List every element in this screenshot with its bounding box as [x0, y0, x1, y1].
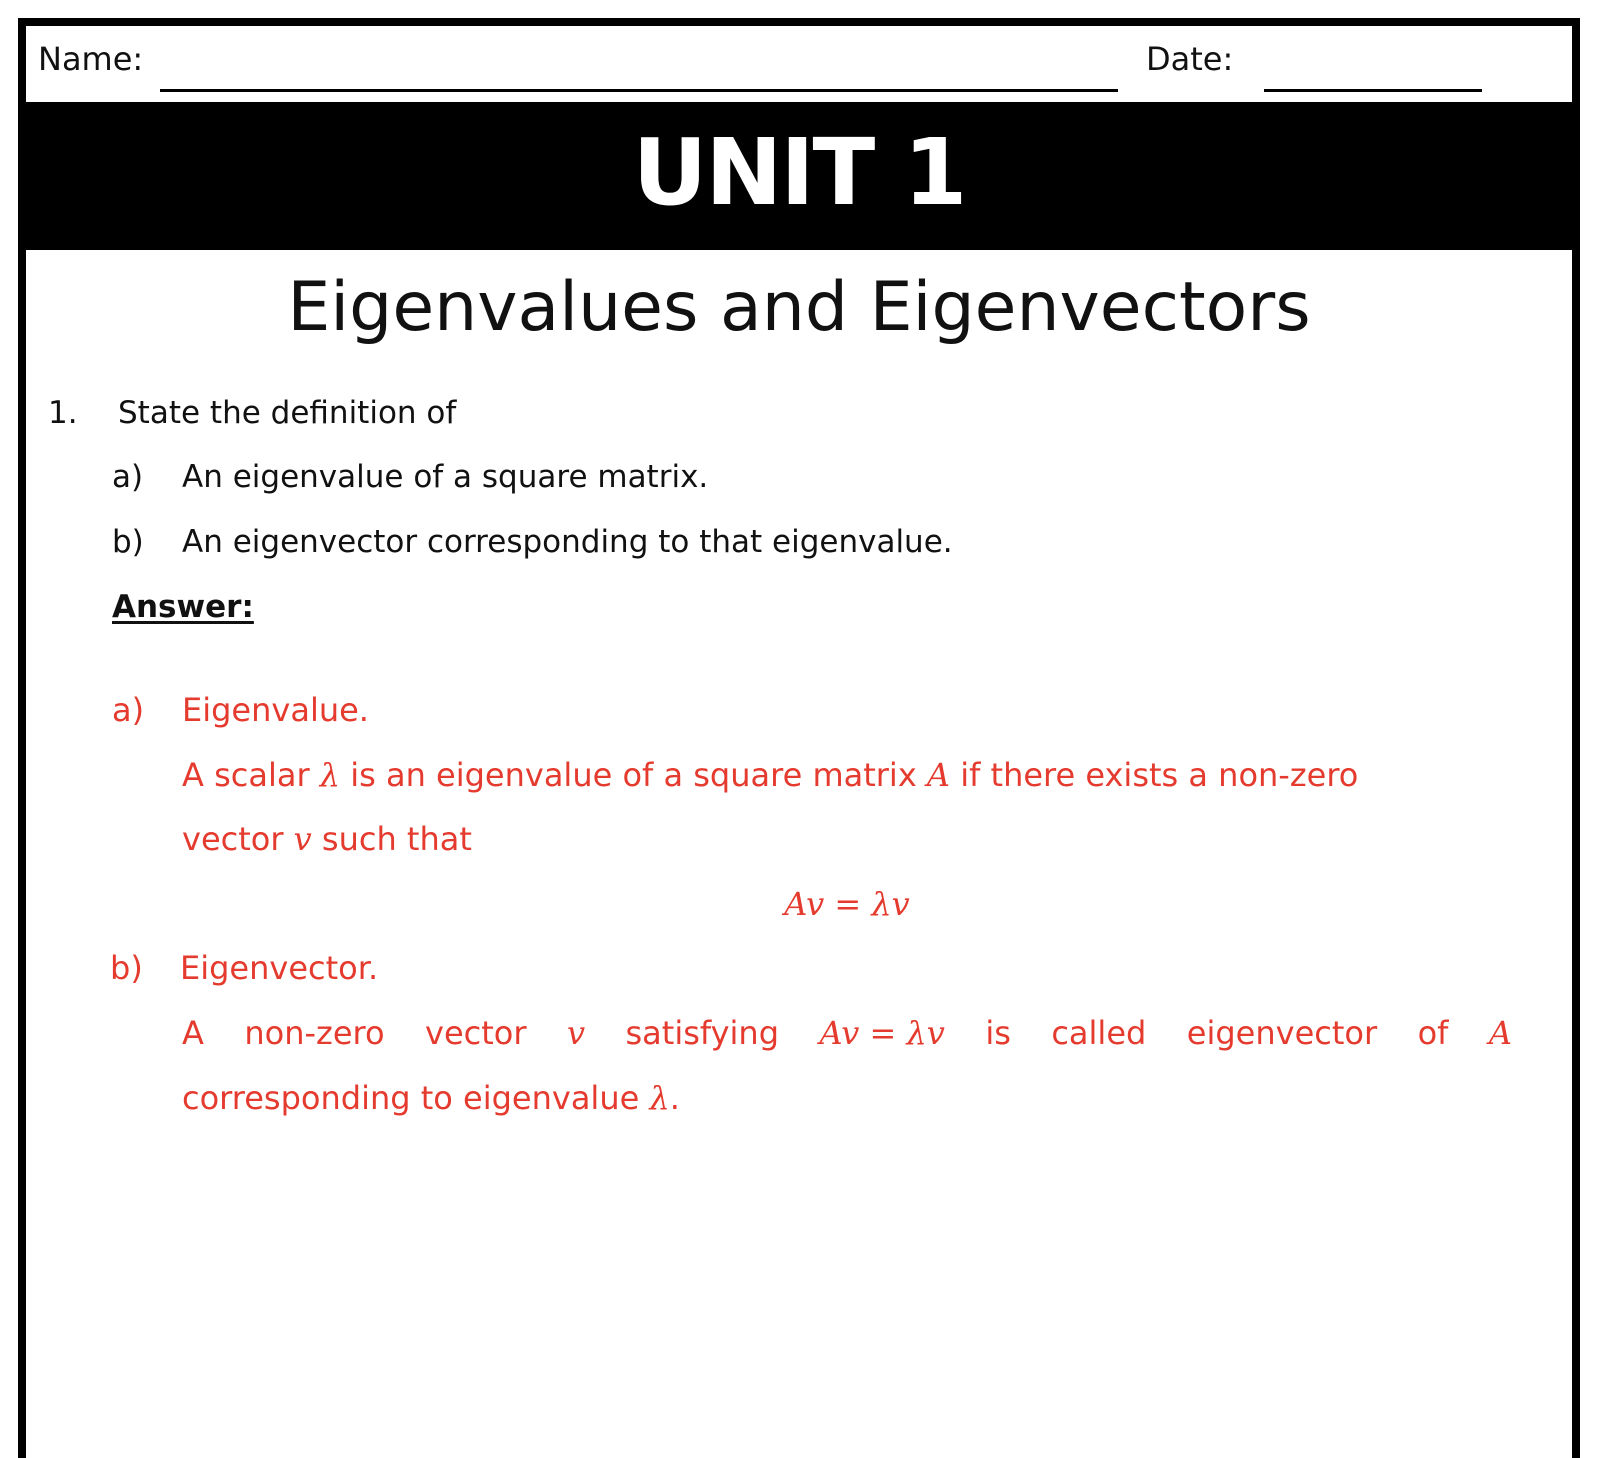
- answer-a-definition-line2: [182, 820, 472, 858]
- worksheet: [18, 18, 1580, 1458]
- answer-b-word: is: [985, 1014, 1011, 1052]
- question-text: State the definition of: [118, 395, 457, 431]
- answer-b-title: Eigenvector.: [180, 949, 379, 987]
- name-label: Name:: [38, 40, 144, 78]
- date-field-line[interactable]: [1264, 89, 1482, 92]
- answer-a-text-3: if there exists a non-zero: [950, 756, 1359, 794]
- question-part-a-label: a): [112, 459, 144, 495]
- question-number: 1.: [48, 395, 78, 431]
- question-part-a-text: An eigenvalue of a square matrix.: [182, 459, 709, 495]
- answer-heading: Answer:: [112, 589, 254, 625]
- unit-title: UNIT 1: [632, 119, 966, 226]
- question-part-b-label: b): [112, 524, 144, 560]
- matrix-a-symbol: A: [926, 756, 951, 794]
- answer-b-text: corresponding to eigenvalue: [182, 1079, 650, 1117]
- page-title: Eigenvalues and Eigenvectors: [287, 268, 1311, 347]
- eigen-equation: Av = λv: [784, 885, 910, 923]
- answer-a-text-2: is an eigenvalue of a square matrix: [340, 756, 927, 794]
- question-part-b-text: An eigenvector corresponding to that eigenvalue.: [182, 524, 953, 560]
- matrix-a-symbol: A: [1488, 1014, 1512, 1052]
- answer-b-word: eigenvector: [1186, 1014, 1378, 1052]
- answer-b-word: A: [182, 1014, 204, 1052]
- answer-a-title: Eigenvalue.: [182, 691, 369, 729]
- unit-banner: [26, 102, 1572, 250]
- date-label: Date:: [1146, 40, 1234, 78]
- answer-a-text-4: vector: [182, 820, 294, 858]
- lambda-symbol: λ: [319, 756, 341, 794]
- inline-eigen-equation: Av = λv: [819, 1014, 945, 1052]
- answer-b-label: b): [110, 949, 143, 987]
- answer-b-definition-line1: [182, 1014, 1512, 1052]
- name-date-row: [26, 26, 1572, 102]
- answer-b-word: vector: [425, 1014, 527, 1052]
- answer-b-period: .: [669, 1079, 680, 1117]
- answer-a-label: a): [112, 691, 145, 729]
- vector-v-symbol: v: [566, 1014, 586, 1052]
- lambda-symbol: λ: [649, 1079, 670, 1117]
- answer-b-word: of: [1417, 1014, 1449, 1052]
- answer-b-word: non-zero: [244, 1014, 385, 1052]
- answer-a-text-1: A scalar: [182, 756, 320, 794]
- answer-b-word: satisfying: [625, 1014, 779, 1052]
- answer-b-word: called: [1051, 1014, 1147, 1052]
- answer-b-definition-line2: [182, 1079, 680, 1117]
- name-field-line[interactable]: [160, 89, 1118, 92]
- vector-v-symbol: v: [293, 820, 312, 858]
- answer-a-definition-line1: [182, 756, 1512, 794]
- answer-a-text-5: such that: [311, 820, 472, 858]
